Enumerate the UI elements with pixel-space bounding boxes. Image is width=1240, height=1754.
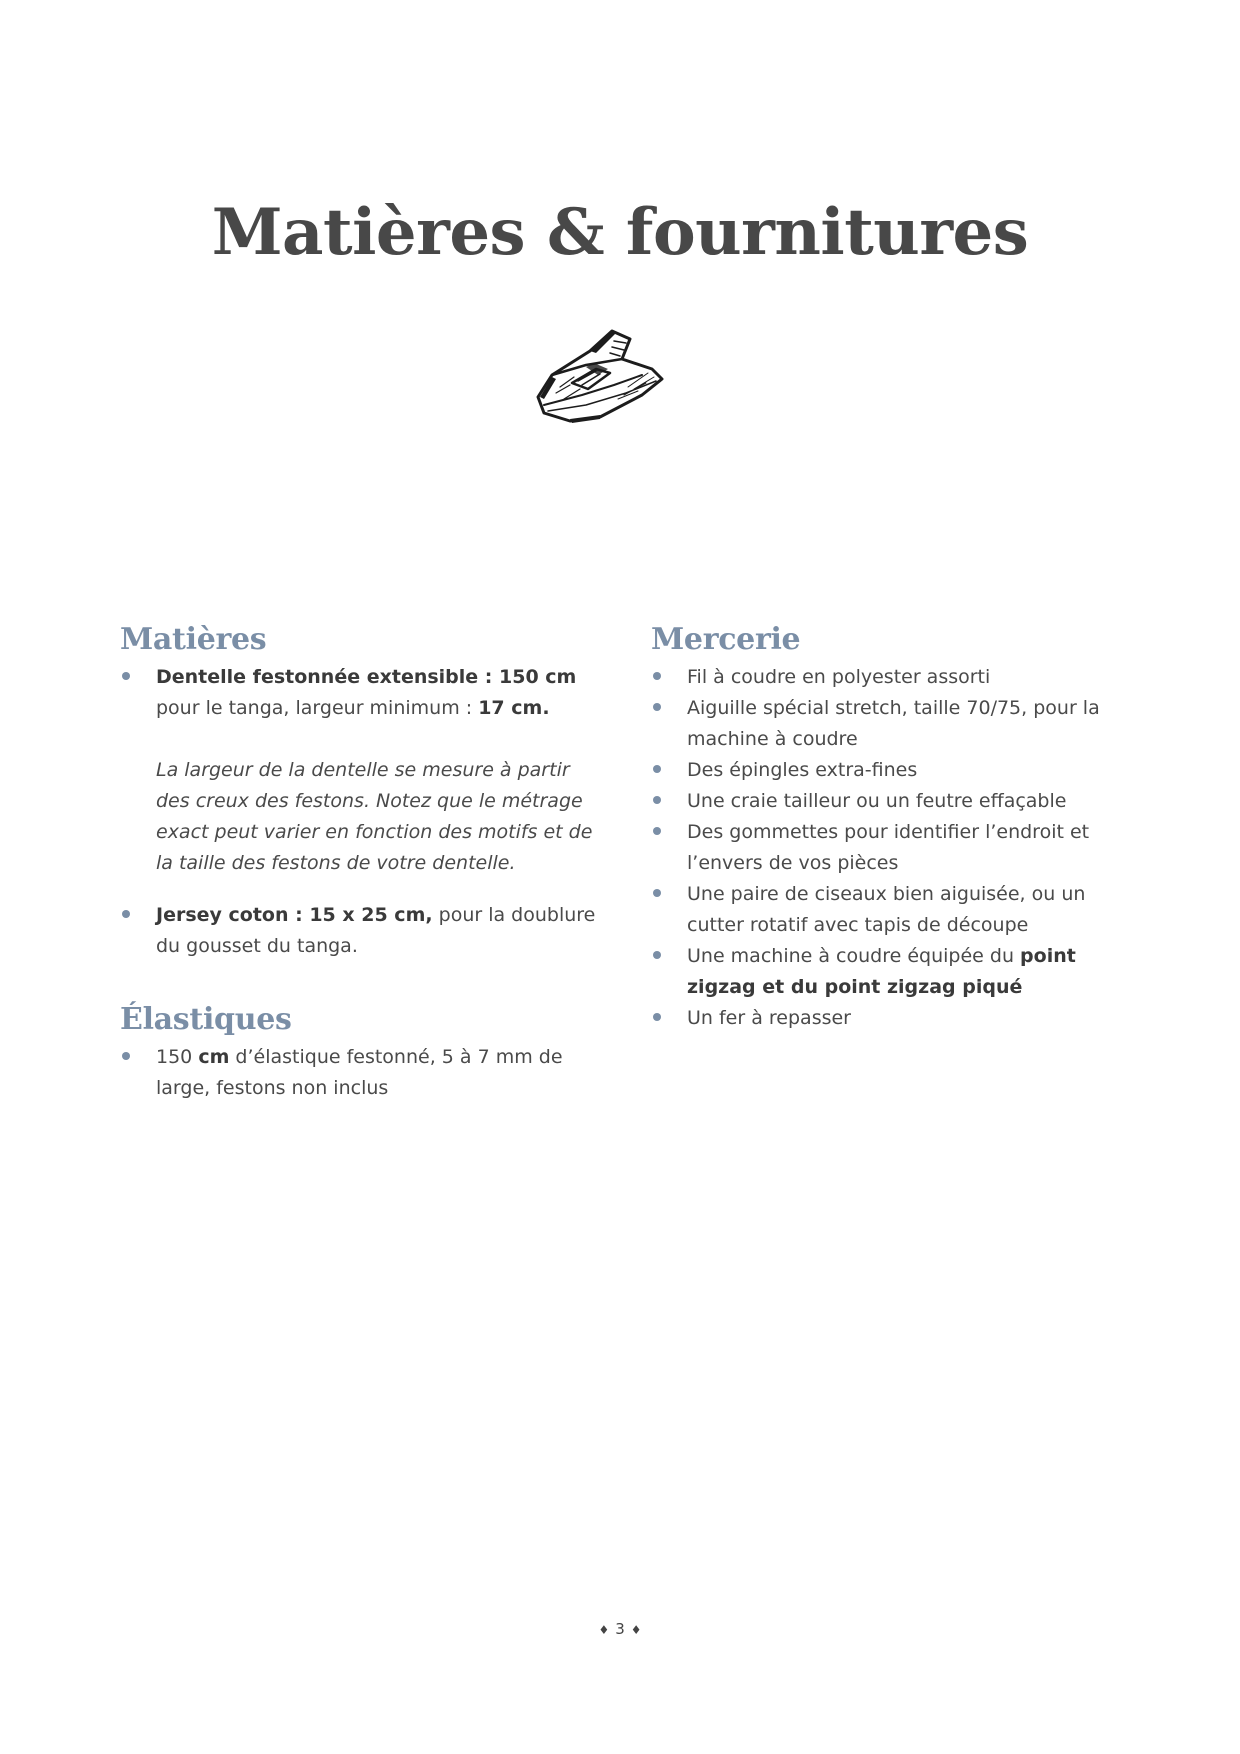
bullet-icon	[653, 1013, 661, 1021]
item-text: Une craie tailleur ou un feutre effaçable	[687, 790, 1067, 812]
list-item	[651, 817, 1121, 879]
list-item	[651, 755, 1121, 786]
left-column	[120, 618, 600, 1104]
bullet-icon	[653, 889, 661, 897]
list-item	[120, 662, 600, 879]
page-footer	[0, 1620, 1240, 1638]
item-text: Des épingles extra-fines	[687, 759, 918, 781]
bullet-icon	[653, 796, 661, 804]
list-item	[651, 786, 1121, 817]
item-text: Une paire de ciseaux bien aiguisée, ou un cutter rotatif avec tapis de découpe	[687, 883, 1086, 936]
bullet-icon	[653, 672, 661, 680]
list-item	[120, 1042, 600, 1104]
elastics-heading: Élastiques	[120, 1002, 292, 1037]
bullet-icon	[653, 765, 661, 773]
item-bold-text: Dentelle festonnée extensible : 150 cm	[156, 666, 577, 688]
item-text: Des gommettes pour identifier l’endroit et l’envers de vos pièces	[687, 821, 1090, 874]
haberdashery-list	[651, 662, 1121, 1034]
clip-sketch-icon	[530, 325, 666, 425]
list-item	[651, 941, 1121, 1003]
lace-width-note: La largeur de la dentelle se mesure à partir des creux des festons. Notez que le métrage exact peut varier en fonction des motifs et de la taille des festons de votre dentelle.	[156, 759, 593, 874]
bullet-icon	[122, 910, 130, 918]
item-bold-text: 17 cm.	[478, 697, 550, 719]
materials-heading: Matières	[120, 622, 267, 657]
page-number: 3	[615, 1620, 625, 1638]
list-item	[651, 1003, 1121, 1034]
list-item	[651, 662, 1121, 693]
elastics-list	[120, 1042, 600, 1104]
item-text: 150	[156, 1046, 199, 1068]
materials-list	[120, 662, 600, 962]
list-item	[651, 693, 1121, 755]
list-item	[651, 879, 1121, 941]
item-text: pour le tanga, largeur minimum :	[156, 697, 479, 719]
list-item	[120, 900, 600, 962]
bullet-icon	[122, 1052, 130, 1060]
right-column	[651, 618, 1121, 1034]
item-bold-text: cm	[198, 1046, 230, 1068]
item-text: d’élastique festonné, 5 à 7 mm de large, festons non inclus	[156, 1046, 563, 1099]
bullet-icon	[653, 827, 661, 835]
page-title: Matières & fournitures	[211, 195, 1029, 270]
item-bold-text: point zigzag et du point zigzag piqué	[687, 945, 1076, 998]
bullet-icon	[653, 703, 661, 711]
item-text: Une machine à coudre équipée du	[687, 945, 1021, 967]
diamond-icon: ♦	[598, 1623, 610, 1637]
item-text: Un fer à repasser	[687, 1007, 851, 1029]
bullet-icon	[653, 951, 661, 959]
diamond-icon: ♦	[630, 1623, 642, 1637]
item-text: Aiguille spécial stretch, taille 70/75, pour la machine à coudre	[687, 697, 1100, 750]
bullet-icon	[122, 672, 130, 680]
item-text: Fil à coudre en polyester assorti	[687, 666, 991, 688]
haberdashery-heading: Mercerie	[651, 622, 801, 657]
item-bold-text: Jersey coton : 15 x 25 cm,	[156, 904, 433, 926]
item-text: pour la doublure du gousset du tanga.	[156, 904, 596, 957]
